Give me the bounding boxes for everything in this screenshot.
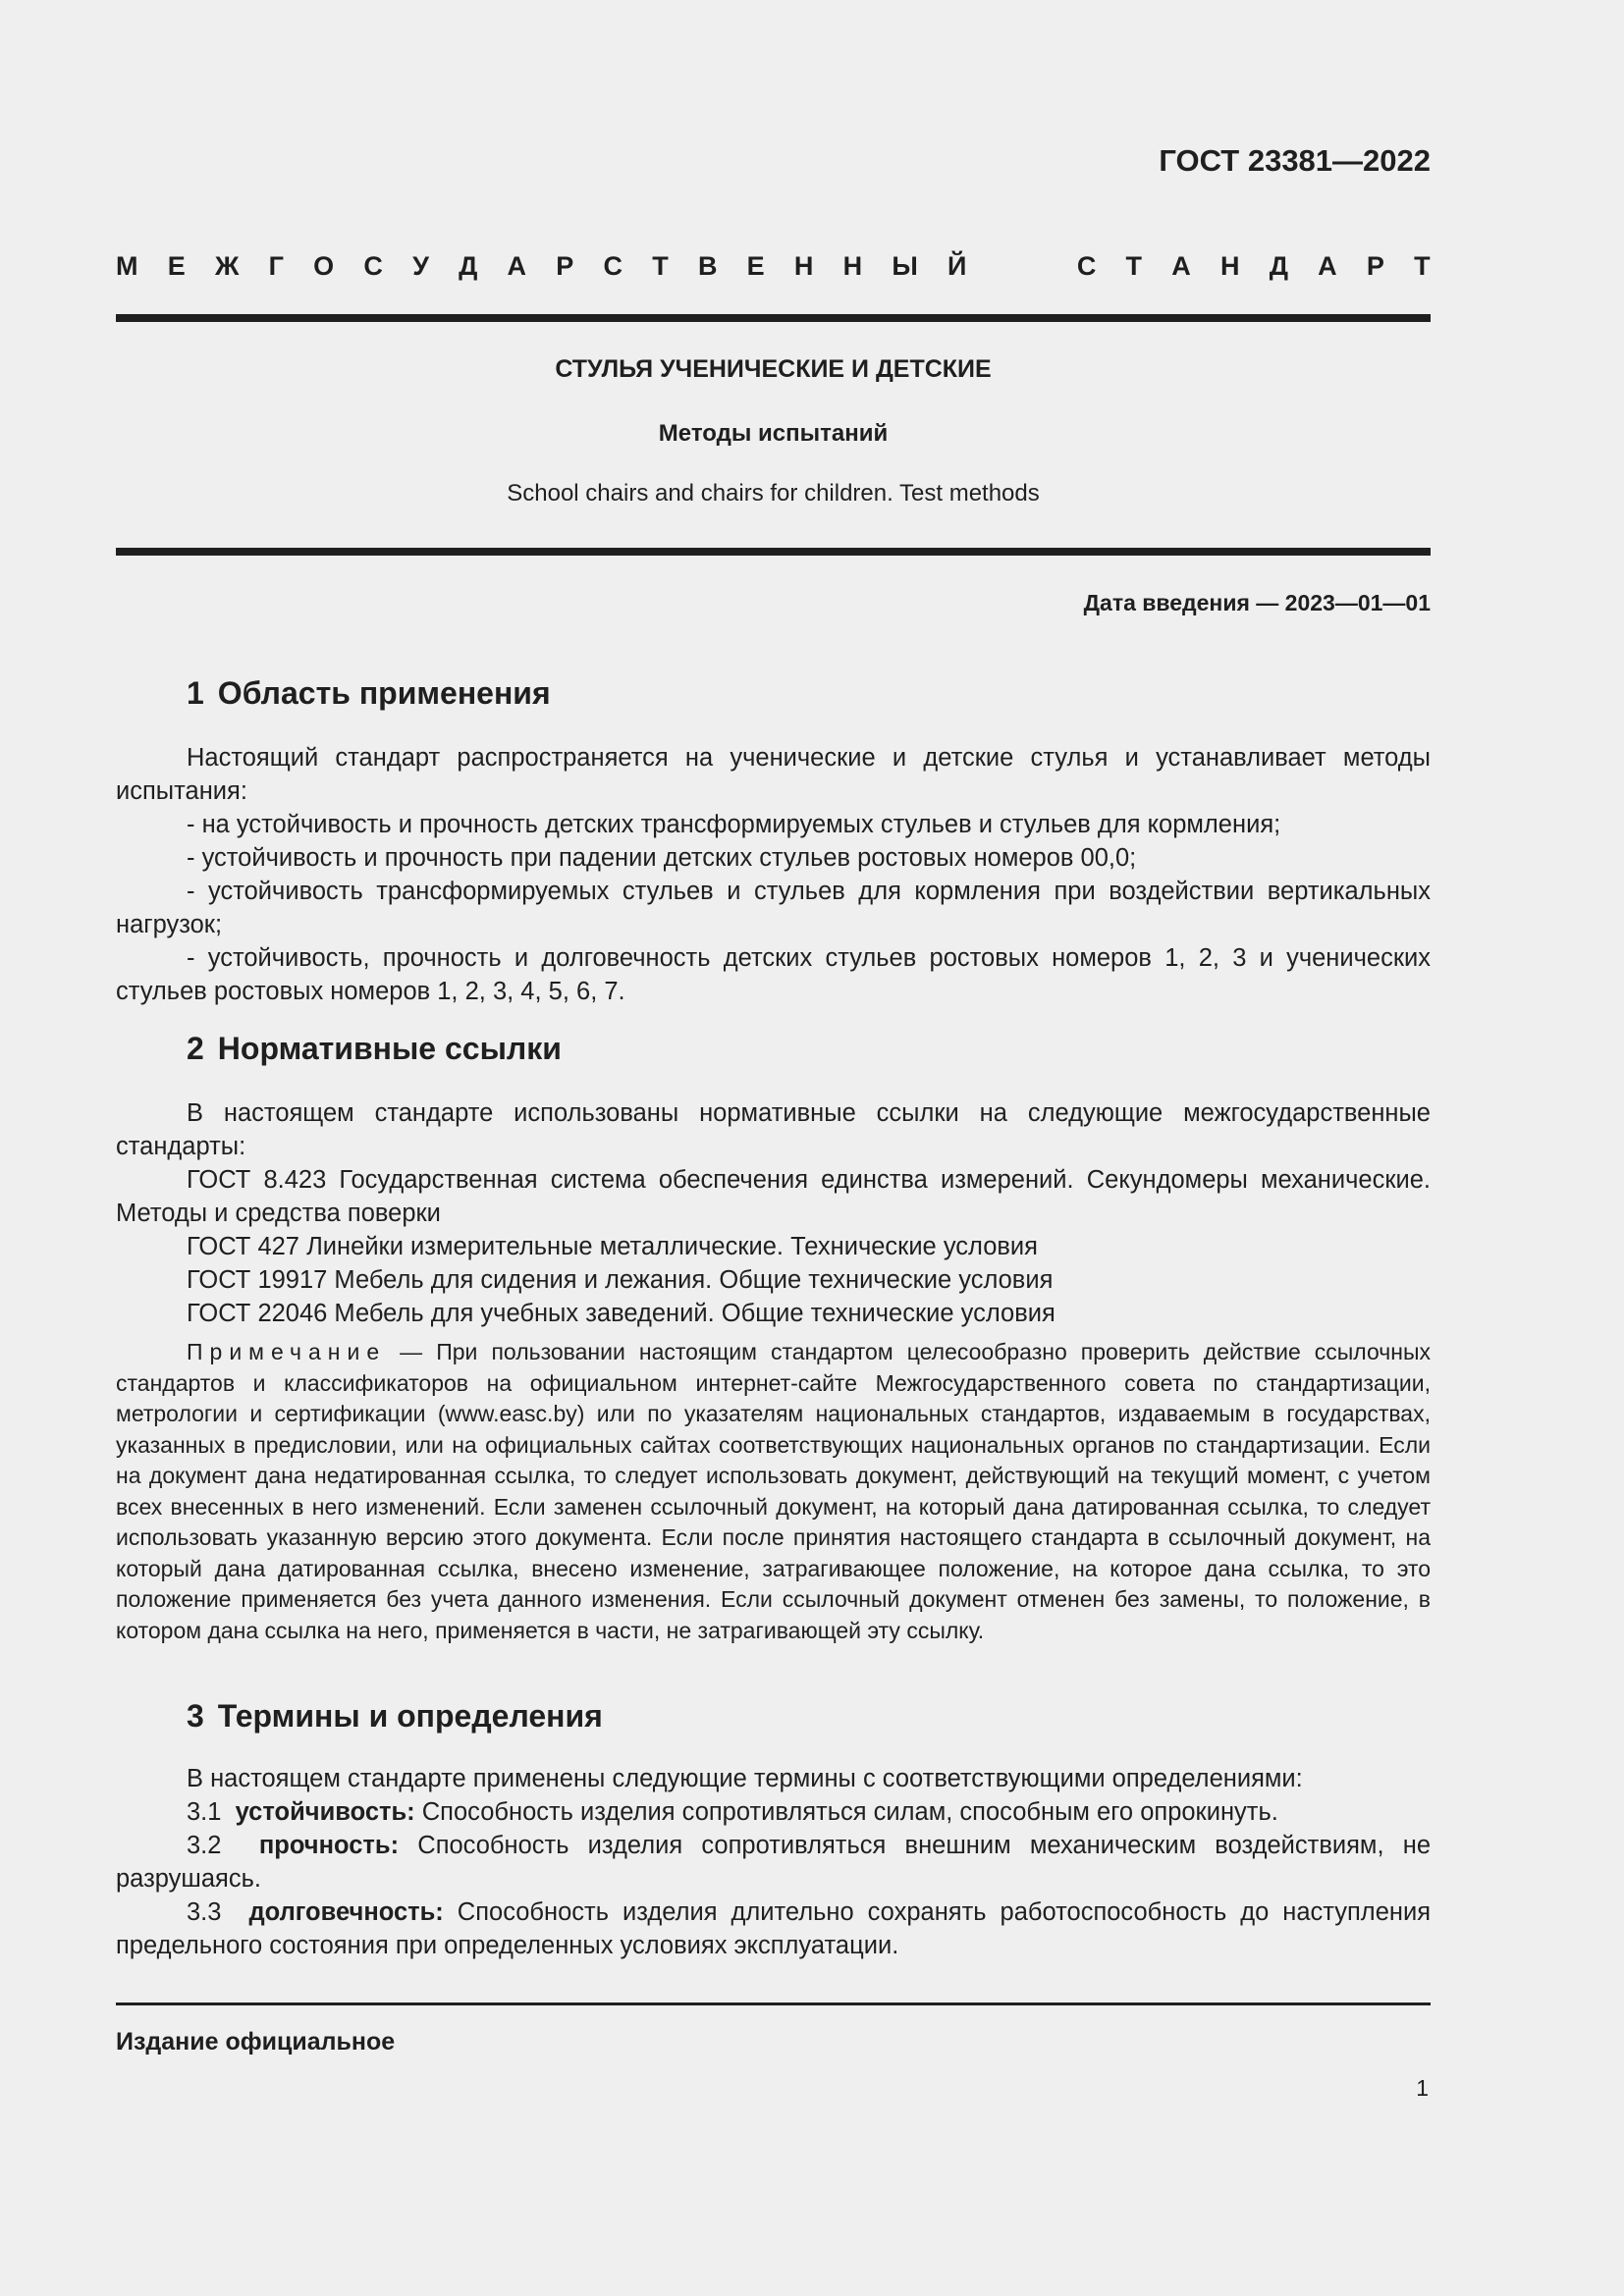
term-number: 3.3 [187,1898,222,1926]
section-2 [116,1031,1431,1646]
banner-letter: А [1171,251,1191,281]
section-title: Область применения [217,675,551,711]
reference-item: ГОСТ 19917 Мебель для сидения и лежания. Общие технические условия [187,1266,1054,1294]
banner-letter: В [697,251,718,281]
banner-letter: Н [842,251,863,281]
banner-letter: Е [746,251,765,281]
banner-letter: А [1318,251,1337,281]
banner-letter: Н [1219,251,1240,281]
banner-letter: Р [556,251,574,281]
banner-letter: Г [268,251,284,281]
page-number: 1 [1416,2075,1429,2101]
banner-letter: С [603,251,623,281]
banner-letter: Т [1414,251,1431,281]
list-item: - устойчивость и прочность при падении детских стульев ростовых номеров 00,0; [187,844,1137,872]
section-title: Нормативные ссылки [217,1031,562,1066]
section-number: 2 [187,1031,204,1066]
banner-letter: Т [652,251,669,281]
term-number: 3.1 [187,1798,222,1826]
banner-letter: Н [793,251,814,281]
document-subtitle: Методы испытаний [658,420,889,447]
banner-letter: Ж [214,251,240,281]
reference-item: ГОСТ 22046 Мебель для учебных заведений. Общие технические условия [187,1300,1056,1327]
document-title: СТУЛЬЯ УЧЕНИЧЕСКИЕ И ДЕТСКИЕ [555,355,992,383]
document-title-english: School chairs and chairs for children. Test methods [507,480,1040,507]
paragraph: В настоящем стандарте применены следующие термины с соответствующими определениями: [187,1765,1303,1792]
section-3 [116,1698,1431,1962]
banner-letter: У [412,251,429,281]
note-text: — При пользовании настоящим стандартом целесообразно проверить действие ссылочных стандартов и классификаторов на официальном интернет-сайте Межгосударственного совета по стандартизации, метрологии и сертификации (www.easc.by) или по указателям национальных стандартов, издаваемым в государствах, указанных в предисловии, или на официальных сайтах соответствующих национальных органов по стандартизации. Если на документ дана недатированная ссылка, то следует использовать документ, действующий на текущий момент, с учетом всех внесенных в него изменений. Если заменен ссылочный документ, на который дана датированная ссылка, то следует использовать указанную версию этого документа. Если после принятия настоящего стандарта в ссылочный документ, на который дана датированная ссылка, внесено изменение, затрагивающее положение, на которое дана ссылка, то это положение применяется без учета данного изменения. Если ссылочный документ отменен без замены, то положение, в котором дана ссылка на него, применяется в части, не затрагивающей эту ссылку. [116,1339,1431,1643]
banner-letter: О [313,251,335,281]
section-title: Термины и определения [217,1698,603,1734]
banner-letter: А [507,251,527,281]
banner-letter: Й [947,251,967,281]
banner-letter: С [1076,251,1097,281]
term-definition [116,1829,1431,1896]
note-label: Примечание [187,1339,387,1364]
term-definition [116,1795,1431,1829]
list-item: - устойчивость, прочность и долговечность детских стульев ростовых номеров 1, 2, 3 и ученических стульев ростовых номеров 1, 2, 3, 4, 5, 6, 7. [116,944,1431,1005]
header-rule [116,314,1431,322]
document-code: ГОСТ 23381—2022 [1159,143,1431,178]
section-number: 3 [187,1698,204,1734]
banner-letter: Т [1125,251,1143,281]
banner-letter: Ы [892,251,918,281]
banner-word-gap [997,251,1048,282]
definition: Способность изделия сопротивляться силам, способным его опрокинуть. [414,1798,1278,1826]
banner-letter: Д [459,251,478,281]
banner-letter: Р [1366,251,1384,281]
reference-item: ГОСТ 427 Линейки измерительные металлические. Технические условия [187,1233,1038,1260]
term-number: 3.2 [187,1832,222,1859]
section-heading [116,675,1431,712]
definition: Способность изделия длительно сохранять работоспособность до наступления предельного состояния при определенных условиях эксплуатации. [116,1898,1432,1959]
banner-letter: Е [167,251,186,281]
section-heading [116,1031,1431,1067]
footer-rule [116,2002,1431,2005]
list-item: - устойчивость трансформируемых стульев и стульев для кормления при воздействии вертикальных нагрузок; [116,878,1431,938]
banner-letter: М [116,251,138,281]
banner-letter: С [363,251,383,281]
term: прочность: [258,1832,400,1859]
title-rule [116,548,1431,556]
term: долговечность: [248,1898,444,1926]
note [116,1337,1431,1646]
list-item: - на устойчивость и прочность детских трансформируемых стульев и стульев для кормления; [187,811,1281,838]
paragraph: В настоящем стандарте использованы нормативные ссылки на следующие межгосударственные стандарты: [116,1099,1431,1160]
section-1 [116,675,1431,1008]
term: устойчивость: [235,1798,415,1826]
introduction-date: Дата введения — 2023—01—01 [1083,590,1431,615]
reference-item: ГОСТ 8.423 Государственная система обеспечения единства измерений. Секундомеры механические. Методы и средства поверки [116,1166,1431,1227]
term-definition [116,1896,1431,1962]
banner-letter: Д [1269,251,1288,281]
section-number: 1 [187,675,204,711]
paragraph: Настоящий стандарт распространяется на ученические и детские стулья и устанавливает методы испытания: [116,744,1431,805]
definition: Способность изделия сопротивляться внешним механическим воздействиям, не разрушаясь. [116,1832,1432,1893]
interstate-standard-banner [116,251,1431,282]
section-heading [116,1698,1431,1735]
official-edition-label: Издание официальное [116,2028,396,2056]
